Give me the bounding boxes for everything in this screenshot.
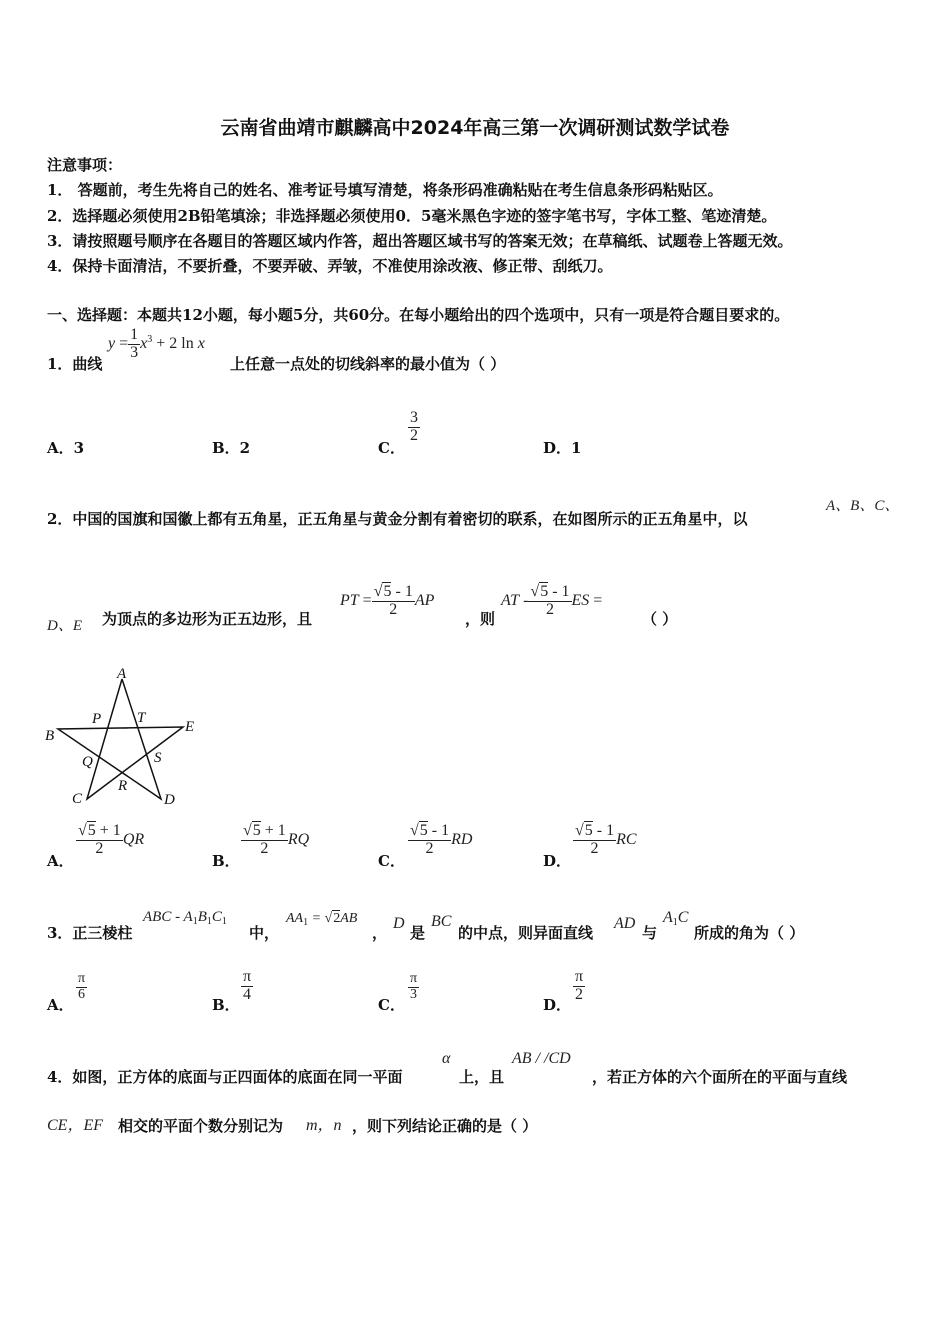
q3-text-6: 所成的角为（ ） [694,924,805,942]
q3-option-c: C． [378,996,405,1014]
label-d: D [164,792,175,808]
q3-option-a: A． [47,996,74,1014]
q2-stem-mid: 为顶点的多边形为正五边形，且 [102,610,313,628]
q3-option-a-value: $\frac{\pi}{6}$ [78,971,86,1002]
q2-vertices-de: D、E [47,618,82,634]
q4-stem: 4．如图，正方体的底面与正四面体的底面在同一平面 [47,1068,403,1086]
q2-option-d: D． [543,852,572,870]
q3-text-1: 中， [249,924,280,942]
q1-option-c: C． [378,439,405,457]
q2-option-c-value: $\frac{√5 - 1}{2}$ RD [410,822,473,857]
label-a: A [117,666,127,682]
q4-parallel: AB / /CD [512,1050,571,1067]
q1-stem-end: 上任意一点处的切线斜率的最小值为（ ） [230,355,506,373]
label-b: B [45,728,55,744]
q2-option-c: C． [378,852,405,870]
q2-option-a: A． [47,852,74,870]
notice-item-4: 4．保持卡面清洁，不要折叠，不要弄破、弄皱，不准使用涂改液、修正带、刮纸刀。 [47,257,613,275]
q3-option-d: D． [543,996,572,1014]
label-q: Q [82,754,93,770]
notice-item-3: 3．请按照题号顺序在各题目的答题区域内作答，超出答题区域书写的答案无效；在草稿纸、试题卷上答题无效。 [47,232,793,250]
label-c: C [72,791,83,807]
label-t: T [137,710,146,726]
label-e: E [185,719,195,735]
q4-vars: m，n [306,1117,342,1134]
label-s: S [154,750,162,766]
q2-stem-end: （ ） [642,610,678,628]
label-r: R [118,778,128,794]
q1-option-a: A．3 [47,439,85,457]
q4-stem-5: ，则下列结论正确的是（ ） [352,1117,538,1135]
notice-item-2: 2．选择题必须使用2B铅笔填涂；非选择题必须使用0．5毫米黑色字迹的签字笔书写，字体工整、笔迹清楚。 [47,207,777,225]
q3-line-ad: AD [614,915,636,932]
q3-prism: ABC - $A_1B_1C_1$ [143,909,227,927]
q4-stem-3: ，若正方体的六个面所在的平面与直线 [592,1068,848,1086]
q3-option-c-value: $\frac{\pi}{3}$ [410,971,418,1002]
q3-option-d-value: $\frac{\pi}{2}$ [575,968,584,1003]
notice-heading: 注意事项： [47,156,123,174]
q1-formula: y = $\frac{1}{3}$ $x^3 + 2$ ln x [108,326,205,361]
q3-condition: $AA_1 = √2AB$ [286,911,358,928]
q2-option-d-value: $\frac{√5 - 1}{2}$ RC [575,822,637,857]
q4-lines: CE，EF [47,1117,103,1134]
q3-text-3: 是 [410,924,426,942]
q1-option-b: B．2 [212,439,251,457]
q3-text-2: ， [372,924,388,942]
q2-option-a-value: $\frac{√5 + 1}{2}$ QR [78,822,145,857]
label-p: P [92,711,102,727]
q4-plane-alpha: α [442,1050,451,1067]
q2-formula-expr: AT - $\frac{√5 - 1}{2}$ ES = [501,583,603,618]
q4-stem-4: 相交的平面个数分别记为 [118,1117,284,1135]
q1-stem: 1．曲线 [47,355,103,373]
q1-option-d: D．1 [543,439,582,457]
section-heading: 一、选择题：本题共12小题，每小题5分，共60分。在每小题给出的四个选项中，只有一项是符合题目要求的。 [47,306,790,324]
q3-text-5: 与 [642,924,658,942]
q2-formula-pt: PT = $\frac{√5 - 1}{2}$ AP [340,583,435,618]
q2-option-b-value: $\frac{√5 + 1}{2}$ RQ [243,822,310,857]
q3-option-b-value: $\frac{\pi}{4}$ [243,968,252,1003]
q4-stem-2: 上，且 [459,1068,505,1086]
q2-stem: 2．中国的国旗和国徽上都有五角星，正五角星与黄金分割有着密切的联系，在如图所示的正五角星中，以 [47,510,748,528]
q2-vertices-abc: A、B、C、 [826,498,900,514]
pentagram-figure [40,665,210,810]
q1-option-c-value: $\frac{3}{2}$ [410,409,418,444]
q2-stem-then: ，则 [465,610,496,628]
q3-point-d: D [393,915,405,932]
q3-line-a1c: $A_1C$ [663,909,689,928]
q3-text-4: 的中点，则异面直线 [458,924,594,942]
q3-option-b: B． [212,996,240,1014]
q3-segment-bc: BC [431,913,452,930]
notice-item-1: 1． 答题前，考生先将自己的姓名、准考证号填写清楚，将条形码准确粘贴在考生信息条形码粘贴区。 [47,181,723,199]
q3-stem: 3．正三棱柱 [47,924,133,942]
q2-option-b: B． [212,852,240,870]
page-title: 云南省曲靖市麒麟高中2024年高三第一次调研测试数学试卷 [220,117,730,139]
